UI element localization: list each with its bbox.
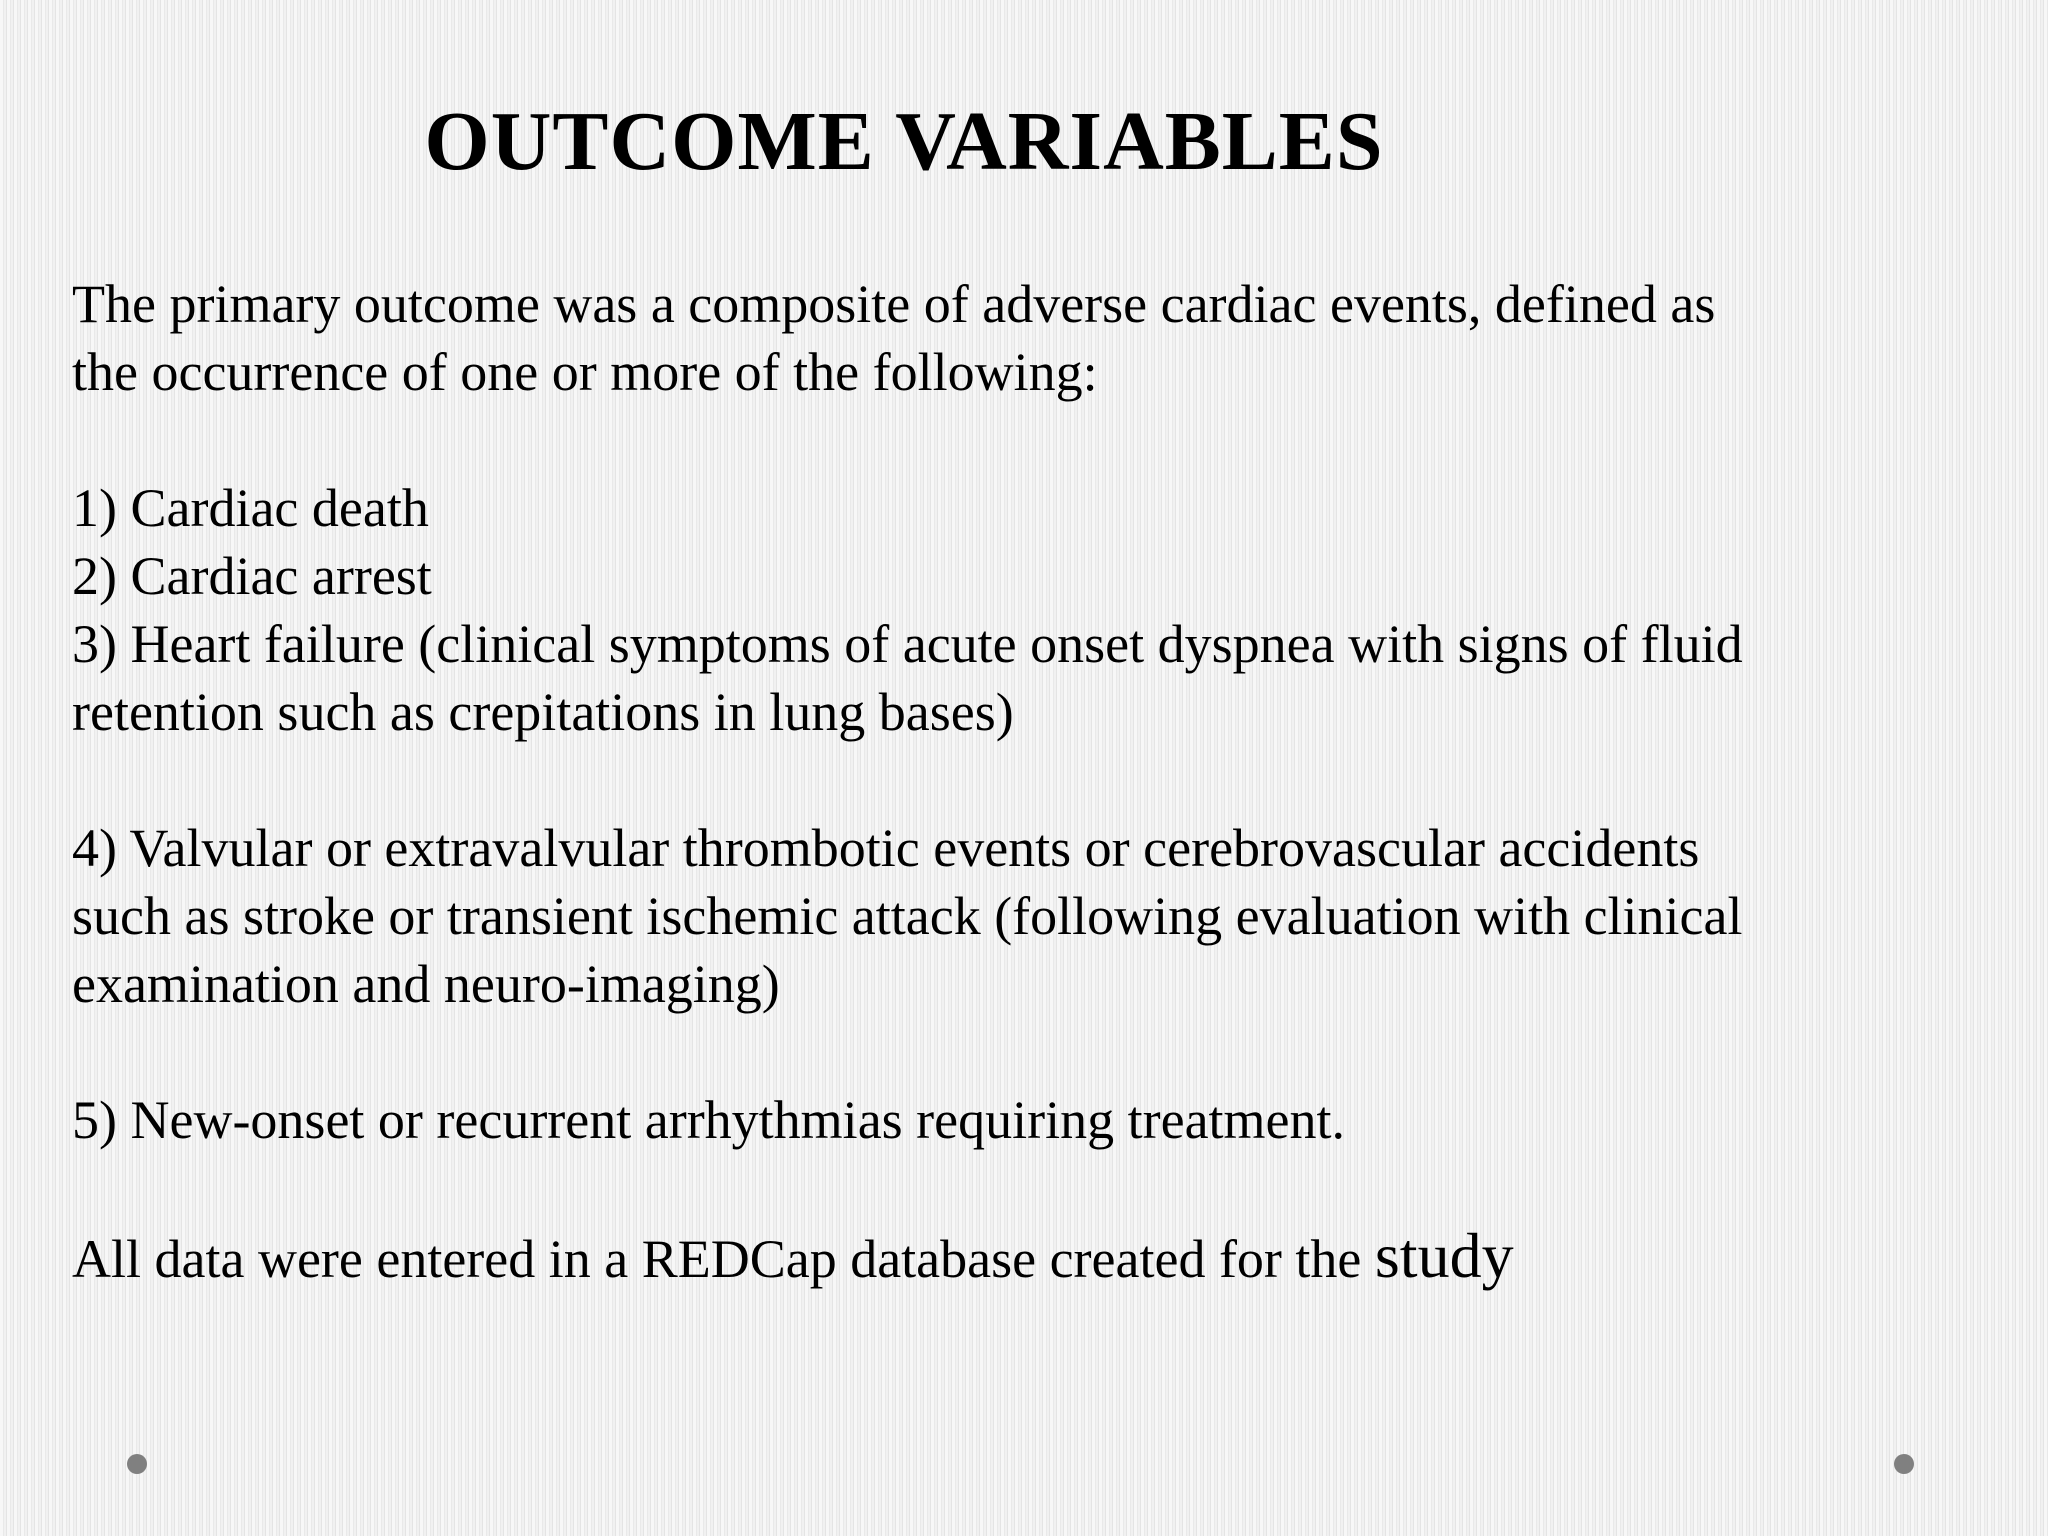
outcome-item-5: 5) New-onset or recurrent arrhythmias requiring treatment. <box>72 1090 1346 1150</box>
slide-title: OUTCOME VARIABLES <box>424 95 1384 188</box>
outcome-item-2: 2) Cardiac arrest <box>72 546 432 606</box>
closing-text: All data were entered in a REDCap database created for the <box>72 1229 1375 1289</box>
outcome-item-3-line-1: 3) Heart failure (clinical symptoms of acute onset dyspnea with signs of fluid <box>72 614 1743 674</box>
outcome-item-1: 1) Cardiac death <box>72 478 429 538</box>
decorative-dot-right <box>1894 1454 1914 1474</box>
spacer <box>72 406 2012 474</box>
intro-line-1: The primary outcome was a composite of adverse cardiac events, defined as <box>72 274 1716 334</box>
outcome-item-3-line-2: retention such as crepitations in lung bases) <box>72 682 1014 742</box>
intro-line-2: the occurrence of one or more of the following: <box>72 342 1098 402</box>
spacer <box>72 1018 2012 1086</box>
closing-last-word: study <box>1374 1220 1514 1291</box>
closing-sentence <box>72 1222 2012 1293</box>
outcome-item-4-line-1: 4) Valvular or extravalvular thrombotic events or cerebrovascular accidents <box>72 818 1700 878</box>
decorative-dot-left <box>127 1454 147 1474</box>
outcome-item-4-line-3: examination and neuro-imaging) <box>72 954 780 1014</box>
outcome-item-4-line-2: such as stroke or transient ischemic attack (following evaluation with clinical <box>72 886 1743 946</box>
slide-body <box>72 270 2012 1293</box>
spacer <box>72 1154 2012 1222</box>
spacer <box>72 746 2012 814</box>
